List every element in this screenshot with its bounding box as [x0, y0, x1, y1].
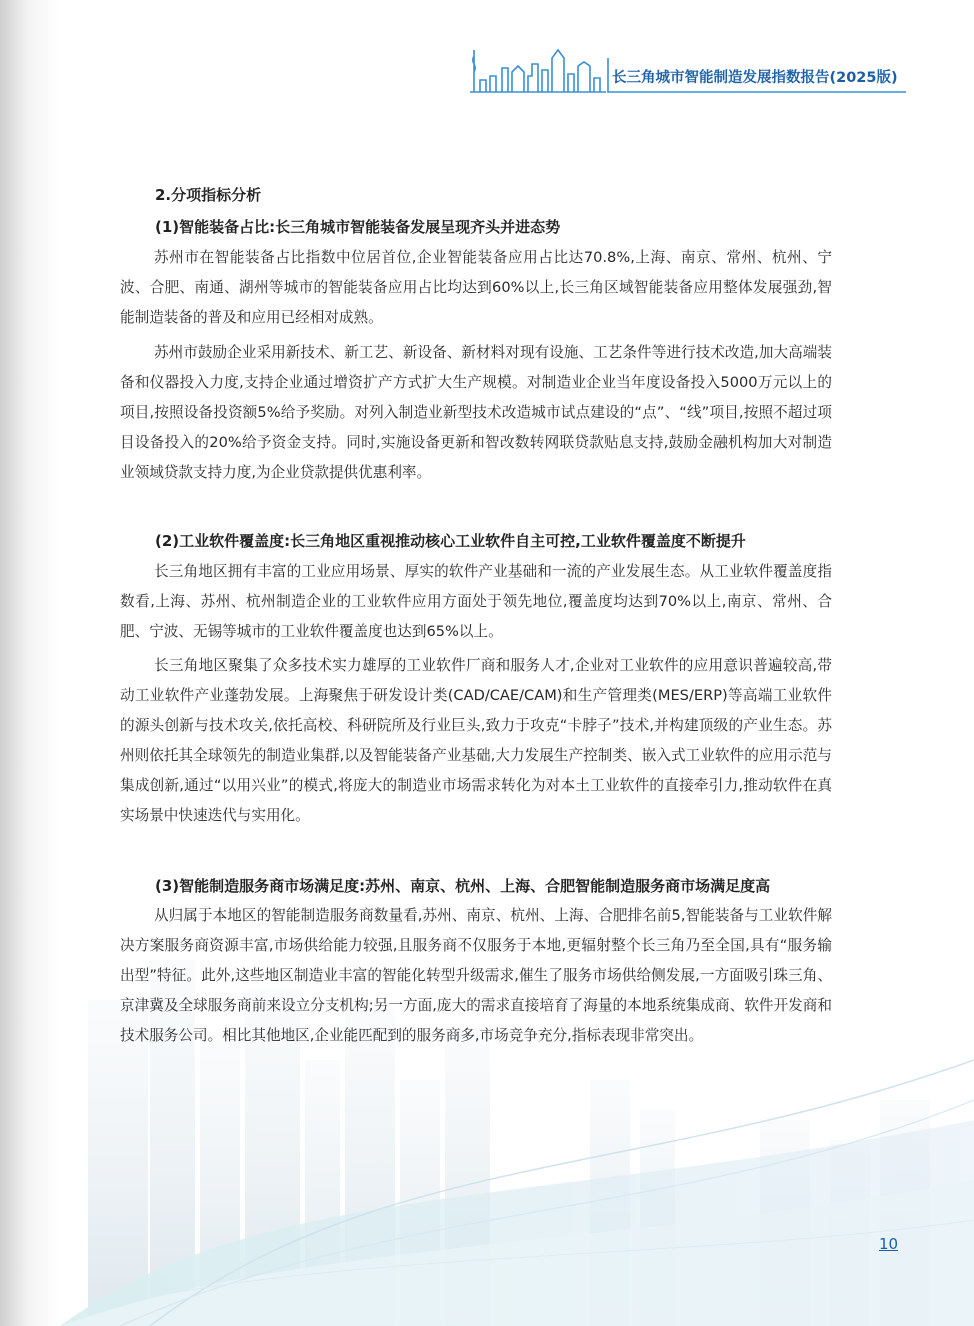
paragraph: 长三角地区拥有丰富的工业应用场景、厚实的软件产业基础和一流的产业发展生态。从工业软件覆盖度指数看,上海、苏州、杭州制造企业的工业软件应用方面处于领先地位,覆盖度均达到70%以上,南京、常州、合肥、宁波、无锡等城市的工业软件覆盖度也达到65%以上。	[120, 563, 832, 640]
section-title: 2.分项指标分析	[155, 186, 262, 204]
subsection-heading-2: (2)工业软件覆盖度:长三角地区重视推动核心工业软件自主可控,工业软件覆盖度不断提升	[155, 532, 746, 550]
report-title: 长三角城市智能制造发展指数报告(2025版)	[612, 70, 898, 86]
paragraph: 长三角地区聚集了众多技术实力雄厚的工业软件厂商和服务人才,企业对工业软件的应用意识普遍较高,带动工业软件产业蓬勃发展。上海聚焦于研发设计类(CAD/CAE/CAM)和生产管理类(MES/ERP)等高端工业软件的源头创新与技术攻关,依托高校、科研院所及行业巨头,致力于攻克“卡脖子”技术,并构建顶级的产业生态。苏州则依托其全球领先的制造业集群,以及智能装备产业基础,大力发展生产控制类、嵌入式工业软件的应用示范与集成创新,通过“以用兴业”的模式,将庞大的制造业市场需求转化为对本土工业软件的直接牵引力,推动软件在真实场景中快速迭代与实用化。	[120, 657, 832, 824]
paragraph: 苏州市在智能装备占比指数中位居首位,企业智能装备应用占比达70.8%,上海、南京、常州、杭州、宁波、合肥、南通、湖州等城市的智能装备应用占比均达到60%以上,长三角区域智能装备应用整体发展强劲,智能制造装备的普及和应用已经相对成熟。	[120, 249, 832, 326]
paragraph: 苏州市鼓励企业采用新技术、新工艺、新设备、新材料对现有设施、工艺条件等进行技术改造,加大高端装备和仪器投入力度,支持企业通过增资扩产方式扩大生产规模。对制造业企业当年度设备投入5000万元以上的项目,按照设备投资额5%给予奖励。对列入制造业新型技术改造城市试点建设的“点”、“线”项目,按照不超过项目设备投入的20%给予资金支持。同时,实施设备更新和智改数转网联贷款贴息支持,鼓励金融机构加大对制造业领域贷款支持力度,为企业贷款提供优惠利率。	[120, 344, 832, 481]
paragraph: 从归属于本地区的智能制造服务商数量看,苏州、南京、杭州、上海、合肥排名前5,智能装备与工业软件解决方案服务商资源丰富,市场供给能力较强,且服务商不仅服务于本地,更辐射整个长三角乃至全国,具有“服务输出型”特征。此外,这些地区制造业丰富的智能化转型升级需求,催生了服务市场供给侧发展,一方面吸引珠三角、京津冀及全球服务商前来设立分支机构;另一方面,庞大的需求直接培育了海量的本地系统集成商、软件开发商和技术服务公司。相比其他地区,企业能匹配到的服务商多,市场竞争充分,指标表现非常突出。	[120, 907, 832, 1044]
subsection-heading-1: (1)智能装备占比:长三角城市智能装备发展呈现齐头并进态势	[155, 218, 561, 236]
page-number: 10	[879, 1235, 899, 1253]
subsection-heading-3: (3)智能制造服务商市场满足度:苏州、南京、杭州、上海、合肥智能制造服务商市场满足度高	[155, 877, 771, 895]
